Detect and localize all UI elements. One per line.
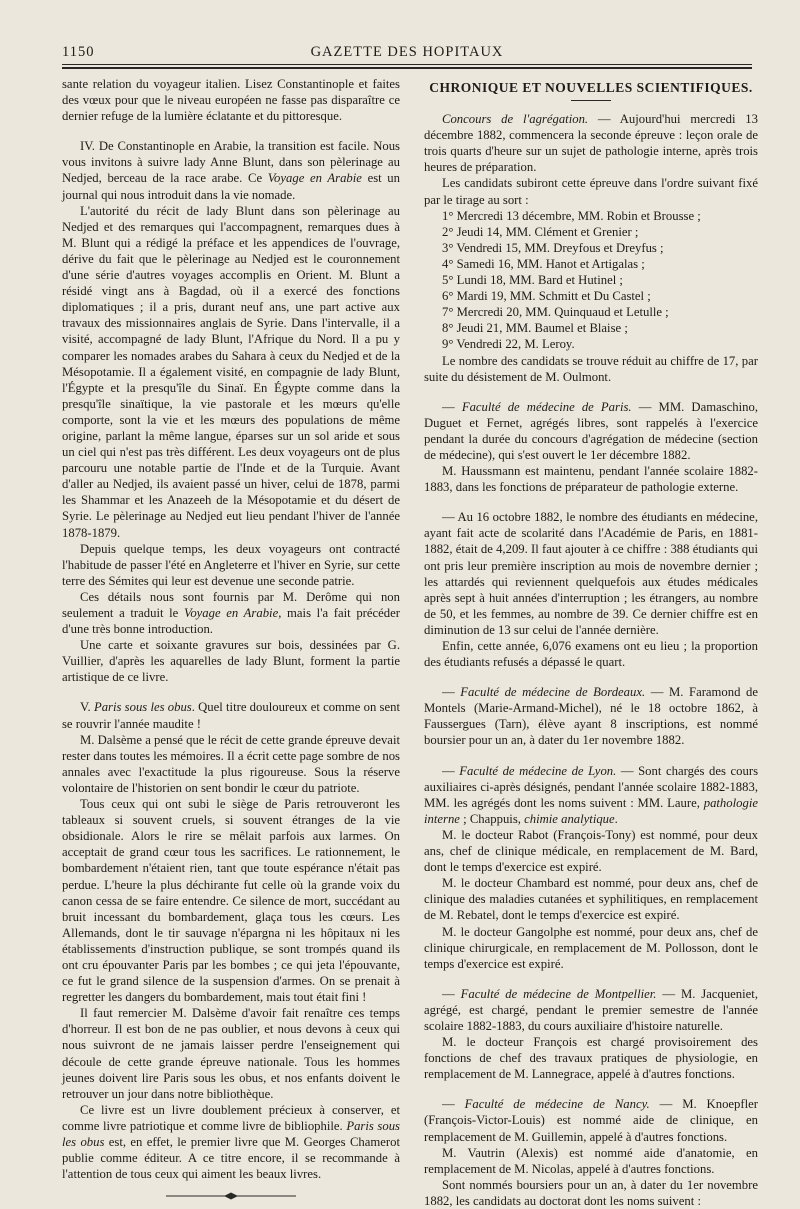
running-head	[62, 44, 752, 62]
paragraph: M. Dalsème a pensé que le récit de cette grande épreuve devait rester dans toutes les mémoires. Il a écrit cette page sombre de nos annales avec l'exactitude la plus rigoureuse. Sous la réserve volontaire de l'historien on sent bondir le cœur du patriote.	[62, 732, 400, 795]
exam-schedule-list	[424, 208, 758, 353]
paragraph: Ces détails nous sont fournis par M. Derôme qui non seulement a traduit le Voyage en Arabie, mais l'a fait précéder d'une très bonne introduction.	[62, 589, 400, 637]
paragraph: — Faculté de médecine de Bordeaux. — M. Faramond de Montels (Marie-Armand-Michel), né le 18 octobre 1862, à Faussergues (Tarn), élève ayant 8 inscriptions, est nommé boursier pour un an, à dater du 1er novembre 1882.	[424, 685, 759, 748]
list-item: 3° Vendredi 15, MM. Dreyfous et Dreyfus ;	[442, 240, 664, 255]
book-title: Voyage en Arabie	[267, 171, 362, 186]
paragraph: sante relation du voyageur italien. Lisez Constantinople et faites des vœux pour que le niveau européen ne fasse pas disparaître ce dernier refuge de la lumière éclatante et du pittoresque.	[62, 77, 400, 124]
paragraph: M. Vautrin (Alexis) est nommé aide d'anatomie, en remplacement de M. Nicolas, appelé à d'autres fonctions.	[424, 1145, 758, 1176]
paragraph: — Faculté de médecine de Lyon. — Sont chargés des cours auxiliaires ci-après désignés, pendant l'année scolaire 1882-1883, MM. les agrégés dont les noms suivent : MM. Laure, pathologie interne ; Chappuis, chimie analytique.	[424, 763, 759, 826]
paragraph: L'autorité du récit de lady Blunt dans son pèlerinage au Nedjed et des remarques qui l'accompagnent, remarques dues à M. Blunt qui a rédigé la préface et les appendices de l'ouvrage, dérive du fait que le pèlerinage au Nedjed est le couronnement d'une série d'autres voyages accomplis en Orient. M. Blunt a résidé vingt ans à Bagdad, où il a exercé des fonctions diplomatiques ; il a pris, durant neuf ans, une part active aux travaux des missionnaires anglais de Syrie. Dans l'intervalle, il a visité, accompagné de lady Blunt, l'Afrique du Nord. Il a pu y comparer les nomades arabes du Sahara à ceux du Nedjed et de la Mésopotamie. Il a également visité, en compagnie de lady Blunt, l'Égypte et la presqu'île du Sinaï. En Égypte comme dans la presqu'île sinaïtique, la vie pastorale et les mœurs qu'elle comporte, sont la vie et les mœurs des populations de même origine, parlant la même langue, éparses sur un sol aride et sous un ciel qui n'est pas très différent. Les deux voyageurs ont de plus parcouru une notable partie de l'Inde et de la Turquie. Avant d'aller au Nedjed, ils avaient passé un hiver, celui de 1878, parmi les Shammar et les Anazeeh de la Mésopotamie et du désert de Syrie. Le pèlerinage au Nedjed eut lieu pendant l'hiver de l'année 1878-1879.	[62, 203, 400, 540]
item-title: Faculté de médecine de Lyon.	[459, 763, 617, 778]
list-item: 2° Jeudi 14, MM. Clément et Grenier ;	[442, 224, 639, 239]
section-heading: CHRONIQUE ET NOUVELLES SCIENTIFIQUES.	[429, 80, 753, 95]
book-title: Paris sous les obus	[93, 700, 192, 715]
paragraph: Depuis quelque temps, les deux voyageurs ont contracté l'habitude de passer l'été en Angleterre et l'hiver en Syrie, sur cette terre des Sémites qui leur est devenue une seconde patrie.	[62, 541, 400, 588]
list-item: 6° Mardi 19, MM. Schmitt et Du Castel ;	[442, 289, 651, 304]
paragraph: M. Haussmann est maintenu, pendant l'année scolaire 1882-1883, dans les fonctions de préparateur de pathologie externe.	[424, 464, 758, 495]
paragraph: M. le docteur Gangolphe est nommé, pour deux ans, chef de clinique chirurgicale, en remplacement de M. Pollosson, dont le temps d'exercice est expiré.	[424, 924, 758, 971]
paragraph: — Faculté de médecine de Paris. — MM. Damaschino, Duguet et Fernet, agrégés libres, sont rappelés à l'exercice pendant la durée du concours d'agrégation de médecine (section de médecine), qui s'est ouvert le 1er décembre 1882.	[424, 399, 759, 462]
item-title: Faculté de médecine de Paris.	[461, 399, 632, 414]
right-column	[424, 76, 758, 1209]
page-number: 1150	[62, 44, 95, 60]
book-title: Paris sous les obus	[62, 1118, 400, 1149]
item-title: Faculté de médecine de Bordeaux.	[460, 685, 646, 700]
paragraph: Tous ceux qui ont subi le siège de Paris retrouveront les tableaux si souvent cruels, si souvent étranges de la vie obsidionale. Alors le rire se mêlait parfois aux larmes. On acceptait de grand cœur tous les sacrifices. Le rationnement, le bombardement n'étaient rien, tant que toute espérance n'était pas perdue. L'heure la plus déchirante fut celle où la grande voix du canon cessa de se faire entendre. Ce silence de mort, succédant au bruit incessant du bombardement, glaça tous les cœurs. Les Allemands, dont le tir sauvage n'épargna ni les hôpitaux ni les établissements d'instruction publique, se sont trompés quand ils ont cru épouvanter Paris par les bombes ; ce qui jeta l'épouvante, ce fut le grand silence de la suspension d'armes. On se prenait à regretter les dangers du bombardement, mais tout était fini !	[62, 797, 400, 1005]
left-column	[62, 76, 400, 1200]
paragraph: Le nombre des candidats se trouve réduit au chiffre de 17, par suite du désistement de M. Oulmont.	[424, 353, 758, 384]
item-title: Faculté de médecine de Nancy.	[464, 1097, 650, 1112]
paragraph: Ce livre est un livre doublement précieux à conserver, et comme livre patriotique et comme livre de bibliophile. Paris sous les obus est, en effet, le premier livre que M. Georges Chamerot publie comme éditeur. A ce titre encore, il se recommande à l'attention de tous ceux qui aiment les beaux livres.	[62, 1102, 400, 1182]
paragraph: Il faut remercier M. Dalsème d'avoir fait renaître ces temps d'horreur. Il est bon de ne pas oublier, et nous devons à ceux qui nous suivront de ne jamais laisser perdre l'enseignement qui découle de cette grande épreuve nationale. Tous les hommes jeunes doivent lire Paris sous les obus, et nos enfants doivent le retrouver un jour dans notre bibliothèque.	[62, 1006, 400, 1101]
list-item: 9° Vendredi 22, M. Leroy.	[442, 337, 575, 352]
header-rule	[62, 64, 752, 65]
paragraph: M. le docteur Chambard est nommé, pour deux ans, chef de clinique des maladies cutanées et syphilitiques, en remplacement de M. Rebatel, dont le temps d'exercice est expiré.	[424, 876, 758, 923]
item-title: Concours de l'agrégation.	[442, 112, 589, 127]
list-item: 8° Jeudi 21, MM. Baumel et Blaise ;	[442, 321, 628, 336]
paragraph: Enfin, cette année, 6,076 examens ont eu lieu ; la proportion des étudiants refusés a dépassé le quart.	[424, 639, 758, 670]
section-end-ornament	[166, 1192, 296, 1200]
item-title: Faculté de médecine de Montpellier.	[460, 986, 657, 1001]
paragraph: M. le docteur François est chargé provisoirement des fonctions de chef des travaux pratiques de physiologie, en remplacement de M. Lannegrace, appelé à d'autres fonctions.	[424, 1035, 758, 1082]
paragraph: — Au 16 octobre 1882, le nombre des étudiants en médecine, ayant fait acte de scolarité dans l'Académie de Paris, en 1881-1882, était de 4,209. Il faut ajouter à ce chiffre : 388 étudiants qui ont pris leur première inscription au mois de novembre dernier ; les attardés qui reviennent quelquefois aux études médicales après sept à huit années d'interruption ; les étrangers, au nombre de 50, et les femmes, au nombre de 39. Ce dernier chiffre est en diminution de 13 sur celui de l'année dernière.	[424, 510, 758, 637]
paragraph: — Faculté de médecine de Montpellier. — M. Jacqueniet, agrégé, est chargé, pendant le premier semestre de l'année scolaire 1882-1883, du cours auxiliaire d'histoire naturelle.	[424, 986, 759, 1033]
list-item: 7° Mercredi 20, MM. Quinquaud et Letulle ;	[442, 305, 669, 320]
list-item: 4° Samedi 16, MM. Hanot et Artigalas ;	[442, 256, 645, 271]
list-item: 5° Lundi 18, MM. Bard et Hutinel ;	[442, 273, 623, 288]
paragraph: — Faculté de médecine de Nancy. — M. Knoepfler (François-Victor-Louis) est nommé aide de clinique, en remplacement de M. Guillemin, appelé à d'autres fonctions.	[424, 1097, 758, 1144]
journal-title: GAZETTE DES HOPITAUX	[310, 44, 504, 60]
paragraph: Concours de l'agrégation. — Aujourd'hui mercredi 13 décembre 1882, commencera la seconde épreuve : leçon orale de trois quarts d'heure sur un sujet de pathologie interne, après trois heures de préparation.	[424, 112, 758, 175]
paragraph-section-iv: IV. De Constantinople en Arabie, la transition est facile. Nous vous invitons à suivre lady Anne Blunt, dans son pèlerinage au Nedjed, berceau de la race arabe. Ce Voyage en Arabie est un journal qui nous introduit dans la vie nomade.	[62, 139, 400, 202]
header-rule-thick	[62, 67, 752, 69]
book-title: Voyage en Arabie	[183, 606, 279, 620]
paragraph: Sont nommés boursiers pour un an, à dater du 1er novembre 1882, les candidats au doctorat dont les noms suivent :	[424, 1177, 758, 1208]
heading-rule	[571, 100, 611, 101]
paragraph: M. le docteur Rabot (François-Tony) est nommé, pour deux ans, chef de clinique médicale, en remplacement de M. Bard, dont le temps d'exercice est expiré.	[424, 827, 758, 875]
paragraph: Les candidats subiront cette épreuve dans l'ordre suivant fixé par le tirage au sort :	[424, 176, 758, 207]
paragraph-section-v: V. Paris sous les obus. Quel titre douloureux et comme on sent se rouvrir l'année maudite !	[62, 700, 400, 731]
list-item: 1° Mercredi 13 décembre, MM. Robin et Brousse ;	[442, 208, 701, 223]
paragraph: Une carte et soixante gravures sur bois, dessinées par G. Vuillier, d'après les aquarelles de lady Blunt, forment la partie artistique de ce livre.	[62, 638, 400, 685]
